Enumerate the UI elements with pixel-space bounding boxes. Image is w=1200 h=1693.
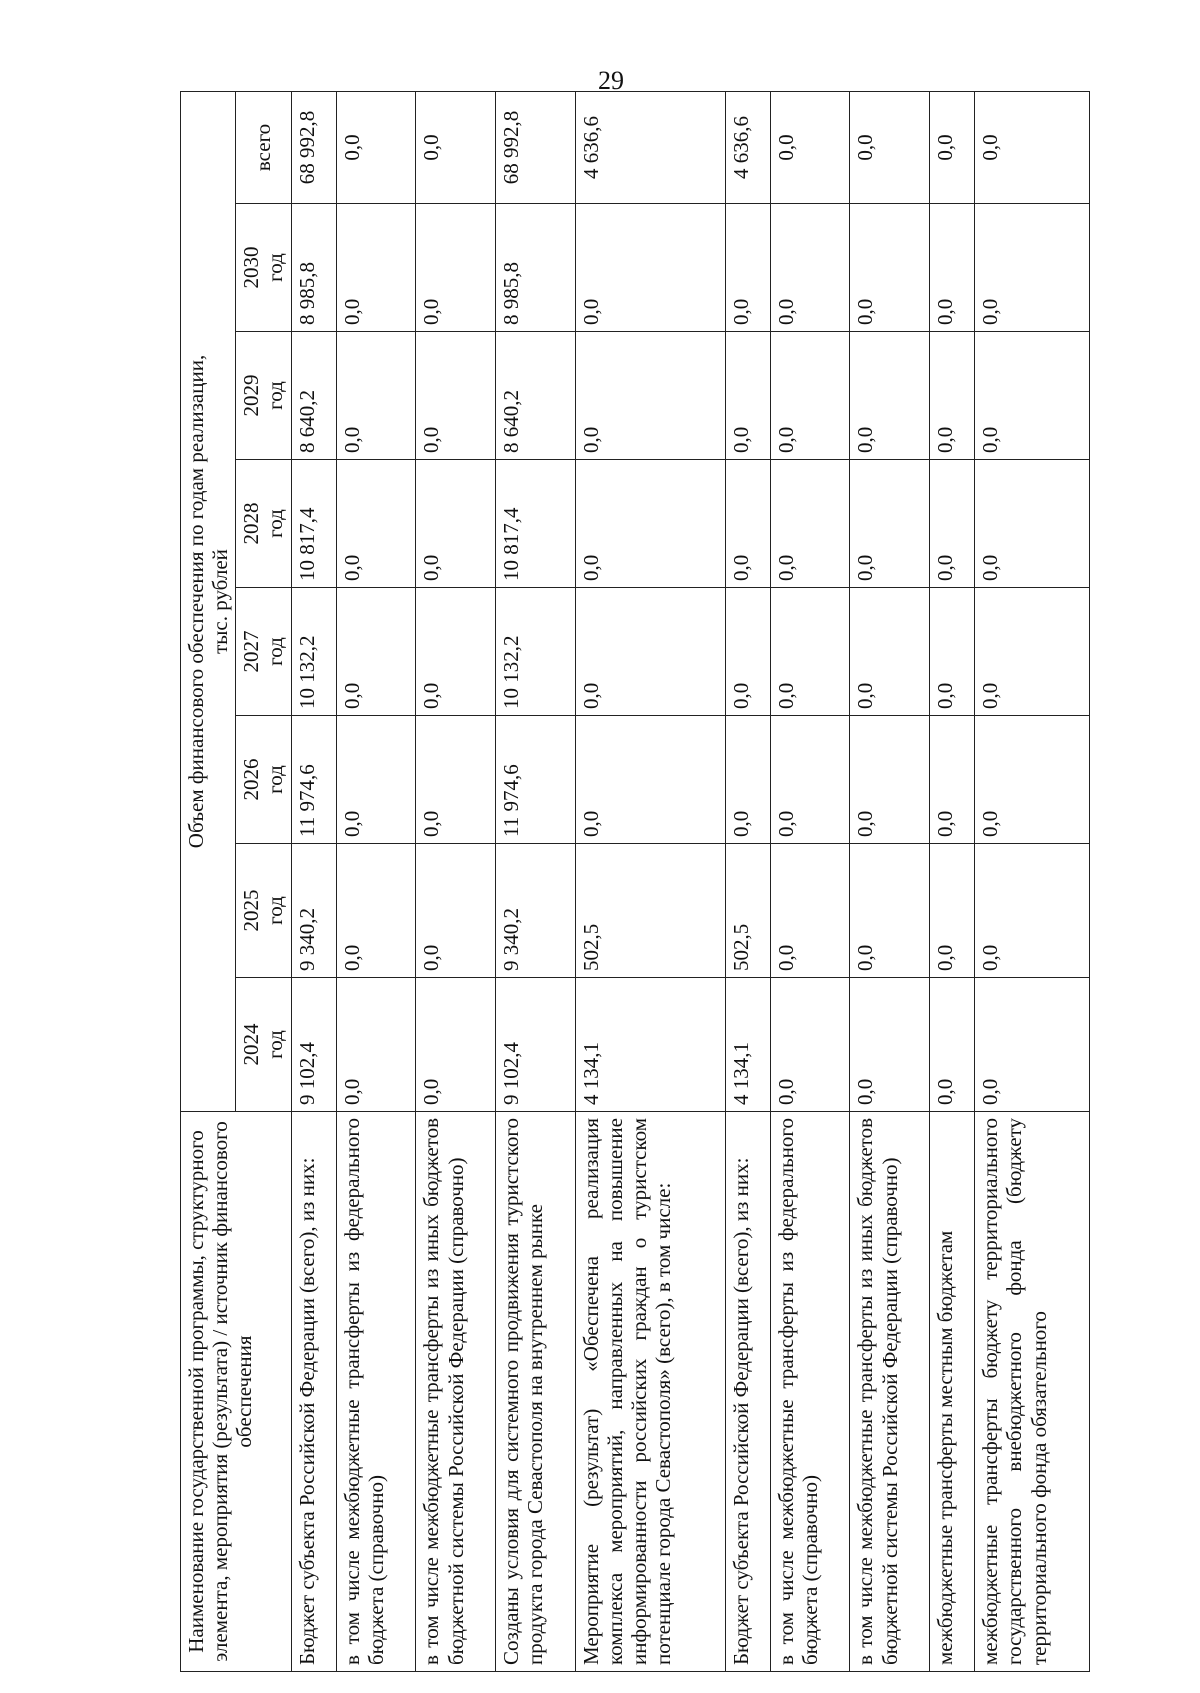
table-row <box>770 91 850 1671</box>
value-cell: 0,0 <box>725 588 770 716</box>
row-name-cell: в том числе межбюджетные трансферты из федерального бюджета (справочно) <box>770 1112 850 1672</box>
year-suffix: год <box>263 1030 288 1059</box>
value-cell: 8 640,2 <box>291 332 336 460</box>
financing-table <box>180 91 1090 1672</box>
value-cell: 0,0 <box>576 204 726 332</box>
value-cell: 0,0 <box>930 844 975 978</box>
value-cell: 0,0 <box>930 204 975 332</box>
value-cell: 8 985,8 <box>496 204 576 332</box>
year-suffix: год <box>263 637 288 666</box>
value-cell: 10 817,4 <box>496 460 576 588</box>
value-cell: 0,0 <box>770 332 850 460</box>
value-cell: 0,0 <box>576 588 726 716</box>
total-cell: 0,0 <box>850 91 930 203</box>
total-cell: 0,0 <box>336 91 416 203</box>
value-cell: 0,0 <box>576 716 726 844</box>
value-cell: 0,0 <box>416 978 496 1112</box>
year-suffix: год <box>263 381 288 410</box>
value-cell: 502,5 <box>576 844 726 978</box>
table-row <box>975 91 1090 1671</box>
value-cell: 0,0 <box>416 204 496 332</box>
total-cell: 0,0 <box>930 91 975 203</box>
row-name-cell: в том числе межбюджетные трансферты из иных бюджетов бюджетной системы Российской Федерации (справочно) <box>850 1112 930 1672</box>
value-cell: 0,0 <box>930 588 975 716</box>
value-cell: 0,0 <box>975 332 1090 460</box>
value-cell: 0,0 <box>850 978 930 1112</box>
header-row-1 <box>181 91 236 1671</box>
value-cell: 0,0 <box>725 332 770 460</box>
value-cell: 0,0 <box>850 204 930 332</box>
year-label: 2027 <box>239 630 264 673</box>
year-suffix: год <box>263 509 288 538</box>
table-row <box>850 91 930 1671</box>
year-suffix: год <box>263 253 288 282</box>
row-name-cell: Бюджет субъекта Российской Федерации (всего), из них: <box>725 1112 770 1672</box>
value-cell: 10 132,2 <box>496 588 576 716</box>
value-cell: 8 985,8 <box>291 204 336 332</box>
name-column-header: Наименование государственной программы, структурного элемента, мероприятия (результата) / источник финансового обеспечения <box>181 1112 292 1672</box>
year-suffix: год <box>263 765 288 794</box>
rotated-table-frame <box>180 102 1200 1665</box>
value-cell: 0,0 <box>850 716 930 844</box>
value-cell: 0,0 <box>930 978 975 1112</box>
volume-header <box>181 91 236 1111</box>
value-cell: 9 102,4 <box>496 978 576 1112</box>
value-cell: 502,5 <box>725 844 770 978</box>
value-cell: 0,0 <box>975 204 1090 332</box>
total-column-header: всего <box>236 91 291 203</box>
row-name-cell: Бюджет субъекта Российской Федерации (всего), из них: <box>291 1112 336 1672</box>
value-cell: 0,0 <box>416 332 496 460</box>
year-column-header <box>236 716 291 844</box>
value-cell: 0,0 <box>336 460 416 588</box>
row-name-cell: Мероприятие (результат) «Обеспечена реализация комплекса мероприятий, направленных на повышение информированности российских граждан о туристском потенциале города Севастополя» (всего), в том числе: <box>576 1112 726 1672</box>
row-name-cell: Созданы условия для системного продвижения туристского продукта города Севастополя на внутреннем рынке <box>496 1112 576 1672</box>
value-cell: 0,0 <box>576 460 726 588</box>
table-body <box>291 91 1089 1671</box>
row-name-cell: межбюджетные трансферты местным бюджетам <box>930 1112 975 1672</box>
year-label: 2026 <box>239 758 264 801</box>
total-cell: 4 636,6 <box>576 91 726 203</box>
value-cell: 0,0 <box>850 844 930 978</box>
table-row <box>336 91 416 1671</box>
table-row <box>496 91 576 1671</box>
value-cell: 0,0 <box>576 332 726 460</box>
row-name-cell: в том числе межбюджетные трансферты из федерального бюджета (справочно) <box>336 1112 416 1672</box>
year-suffix: год <box>263 896 288 925</box>
value-cell: 0,0 <box>975 460 1090 588</box>
value-cell: 4 134,1 <box>725 978 770 1112</box>
year-column-header <box>236 332 291 460</box>
total-cell: 0,0 <box>770 91 850 203</box>
value-cell: 10 132,2 <box>291 588 336 716</box>
value-cell: 9 340,2 <box>496 844 576 978</box>
value-cell: 0,0 <box>770 844 850 978</box>
value-cell: 0,0 <box>416 460 496 588</box>
value-cell: 0,0 <box>336 978 416 1112</box>
value-cell: 0,0 <box>416 844 496 978</box>
value-cell: 0,0 <box>336 716 416 844</box>
year-column-header <box>236 460 291 588</box>
value-cell: 0,0 <box>850 332 930 460</box>
value-cell: 10 817,4 <box>291 460 336 588</box>
value-cell: 11 974,6 <box>291 716 336 844</box>
value-cell: 0,0 <box>770 588 850 716</box>
value-cell: 0,0 <box>416 588 496 716</box>
total-cell: 68 992,8 <box>291 91 336 203</box>
value-cell: 0,0 <box>770 978 850 1112</box>
value-cell: 0,0 <box>336 332 416 460</box>
value-cell: 0,0 <box>770 460 850 588</box>
value-cell: 0,0 <box>930 460 975 588</box>
year-label: 2028 <box>239 502 264 545</box>
total-cell: 0,0 <box>975 91 1090 203</box>
year-label: 2029 <box>239 374 264 417</box>
value-cell: 0,0 <box>930 332 975 460</box>
year-label: 2030 <box>239 246 264 289</box>
value-cell: 0,0 <box>850 460 930 588</box>
rotated-table-content <box>180 102 1090 1672</box>
table-row <box>416 91 496 1671</box>
table-row <box>725 91 770 1671</box>
value-cell: 0,0 <box>725 204 770 332</box>
value-cell: 0,0 <box>336 844 416 978</box>
total-cell: 0,0 <box>416 91 496 203</box>
value-cell: 11 974,6 <box>496 716 576 844</box>
value-cell: 0,0 <box>930 716 975 844</box>
table-row <box>930 91 975 1671</box>
value-cell: 0,0 <box>725 716 770 844</box>
value-cell: 4 134,1 <box>576 978 726 1112</box>
year-label: 2024 <box>239 1023 264 1066</box>
value-cell: 0,0 <box>725 460 770 588</box>
value-cell: 9 340,2 <box>291 844 336 978</box>
value-cell: 0,0 <box>336 588 416 716</box>
year-label: 2025 <box>239 889 264 932</box>
total-cell: 68 992,8 <box>496 91 576 203</box>
value-cell: 0,0 <box>850 588 930 716</box>
value-cell: 0,0 <box>336 204 416 332</box>
value-cell: 0,0 <box>770 204 850 332</box>
value-cell: 0,0 <box>975 978 1090 1112</box>
year-column-header <box>236 588 291 716</box>
table-row <box>291 91 336 1671</box>
page-number: 29 <box>598 66 624 95</box>
value-cell: 0,0 <box>975 588 1090 716</box>
value-cell: 0,0 <box>975 844 1090 978</box>
value-cell: 9 102,4 <box>291 978 336 1112</box>
value-cell: 0,0 <box>770 716 850 844</box>
value-cell: 0,0 <box>975 716 1090 844</box>
row-name-cell: межбюджетные трансферты бюджету территориального государственного внебюджетного фонда (бюджету территориального фонда обязательного <box>975 1112 1090 1672</box>
row-name-cell: в том числе межбюджетные трансферты из иных бюджетов бюджетной системы Российской Федерации (справочно) <box>416 1112 496 1672</box>
year-column-header <box>236 844 291 978</box>
year-column-header <box>236 978 291 1112</box>
table-row <box>576 91 726 1671</box>
volume-header-unit: тыс. рублей <box>208 549 233 654</box>
value-cell: 8 640,2 <box>496 332 576 460</box>
year-column-header <box>236 204 291 332</box>
value-cell: 0,0 <box>416 716 496 844</box>
total-cell: 4 636,6 <box>725 91 770 203</box>
volume-header-title: Объем финансового обеспечения по годам реализации, <box>184 354 208 849</box>
